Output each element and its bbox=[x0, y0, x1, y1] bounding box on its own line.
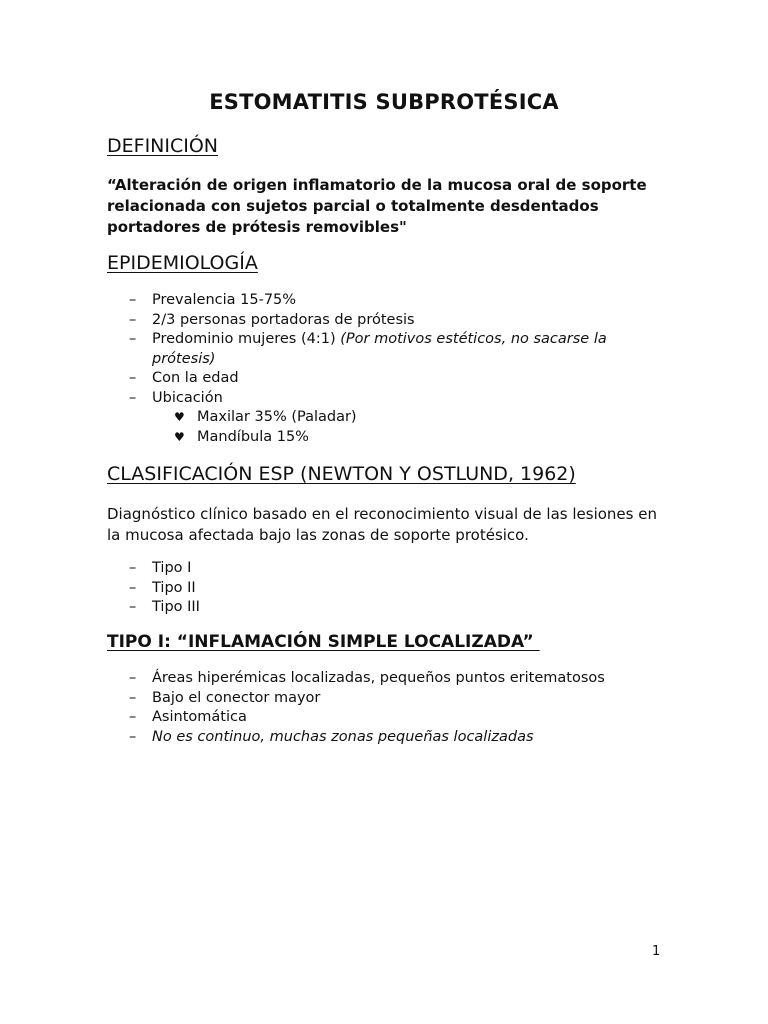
list-item bbox=[0, 708, 632, 728]
list-item bbox=[0, 369, 632, 389]
list-item-text: Con la edad bbox=[152, 370, 239, 386]
heart-icon: ♥ bbox=[174, 429, 185, 444]
list-item bbox=[0, 728, 632, 748]
dash-marker: – bbox=[129, 560, 137, 576]
dash-marker: – bbox=[129, 709, 137, 725]
list-item-text: Predominio mujeres (4:1) bbox=[152, 331, 341, 347]
list-item-text: Prevalencia 15-75% bbox=[152, 292, 297, 308]
sublist-item-text: Mandíbula 15% bbox=[197, 428, 309, 445]
ubicacion-sublist bbox=[152, 408, 632, 447]
list-item bbox=[0, 689, 632, 709]
clasificacion-list bbox=[0, 559, 768, 618]
tipo1-list bbox=[0, 669, 768, 747]
list-item bbox=[0, 579, 632, 599]
list-item bbox=[0, 291, 632, 311]
dash-marker: – bbox=[129, 370, 137, 386]
heading-clasificacion: CLASIFICACIÓN ESP (NEWTON Y OSTLUND, 1962) bbox=[107, 463, 576, 485]
heading-definicion: DEFINICIÓN bbox=[107, 135, 219, 157]
dash-marker: – bbox=[129, 579, 137, 596]
dash-marker: – bbox=[129, 331, 137, 347]
list-item-text: Áreas hiperémicas localizadas, pequeños puntos eritematosos bbox=[152, 670, 605, 686]
dash-marker: – bbox=[129, 311, 137, 328]
dash-marker: – bbox=[129, 670, 137, 686]
list-item bbox=[0, 669, 632, 689]
epidemiologia-list bbox=[0, 291, 768, 447]
heading-epidemiologia: EPIDEMIOLOGÍA bbox=[107, 252, 258, 274]
heading-tipo-1: TIPO I: “INFLAMACIÓN SIMPLE LOCALIZADA” bbox=[107, 632, 540, 652]
list-item-text: Tipo II bbox=[152, 579, 196, 596]
dash-marker: – bbox=[129, 292, 137, 308]
list-item bbox=[0, 598, 632, 618]
definicion-text: “Alteración de origen inflamatorio de la mucosa oral de soporte relacionada con sujetos parcial o totalmente desdentados portadores de prótesis removibles" bbox=[107, 176, 647, 236]
sublist-item bbox=[152, 408, 497, 428]
dash-marker: – bbox=[129, 599, 137, 615]
clasificacion-text: Diagnóstico clínico basado en el reconocimiento visual de las lesiones en la mucosa afectada bajo las zonas de soporte protésico. bbox=[107, 505, 657, 544]
list-item-text: Bajo el conector mayor bbox=[152, 689, 321, 706]
list-item bbox=[0, 330, 632, 369]
heart-icon: ♥ bbox=[174, 410, 185, 424]
dash-marker: – bbox=[129, 389, 137, 406]
dash-marker: – bbox=[129, 728, 137, 745]
list-item bbox=[0, 389, 632, 448]
list-item bbox=[0, 559, 632, 579]
list-item-text: Ubicación bbox=[152, 389, 223, 406]
list-item bbox=[0, 311, 632, 331]
sublist-item bbox=[152, 428, 497, 448]
list-item-text: Tipo III bbox=[152, 599, 200, 615]
document-title: ESTOMATITIS SUBPROTÉSICA bbox=[209, 90, 559, 114]
list-item-text: Asintomática bbox=[152, 709, 247, 725]
list-item-text: Tipo I bbox=[152, 560, 192, 576]
list-item-text: No es continuo, muchas zonas pequeñas localizadas bbox=[152, 728, 534, 745]
page-number: 1 bbox=[652, 944, 661, 959]
dash-marker: – bbox=[129, 689, 137, 706]
sublist-item-text: Maxilar 35% (Paladar) bbox=[197, 409, 357, 425]
list-item-text: 2/3 personas portadoras de prótesis bbox=[152, 311, 415, 328]
list-item-note: (Por motivos estéticos, no sacarse la prótesis) bbox=[152, 331, 607, 367]
